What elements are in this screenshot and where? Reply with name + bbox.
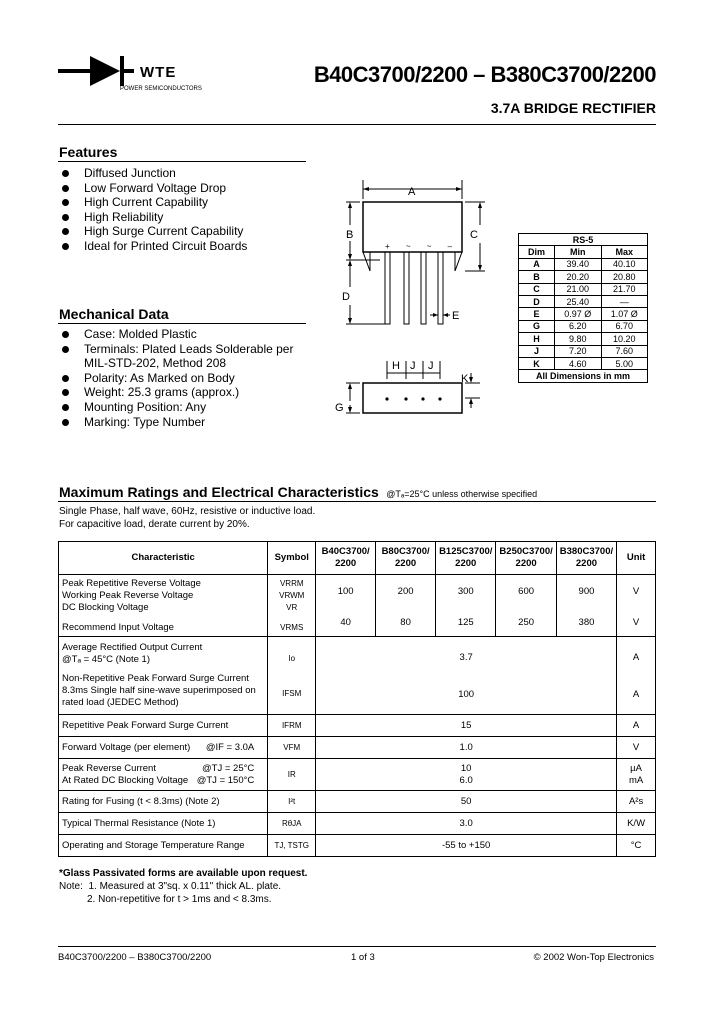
unit: V (632, 585, 640, 597)
glass-note: *Glass Passivated forms are available upon request. (59, 868, 308, 879)
table-row (519, 333, 648, 345)
unit: A (632, 651, 640, 663)
dim-cell: G (519, 320, 555, 332)
table-row (519, 308, 648, 320)
unit-cell: A (617, 715, 656, 737)
symbol-cell (268, 637, 316, 715)
symbol-line: Io (288, 653, 296, 663)
char-line: Peak Repetitive Reverse Voltage (62, 577, 201, 589)
company-logo (58, 52, 228, 98)
features-list (58, 166, 318, 254)
dim-cell: E (519, 308, 555, 320)
char-cell: Typical Thermal Resistance (Note 1) (59, 813, 268, 835)
symbol-cell: RθJA (268, 813, 316, 835)
value: 200 (397, 585, 414, 597)
dim-label-k: K (461, 373, 469, 385)
dim-cell: K (519, 357, 555, 369)
header-part-1 (316, 542, 376, 575)
logo-subtext: POWER SEMICONDUCTORS (120, 86, 202, 92)
ratings-note-1: Single Phase, half wave, 60Hz, resistive or inductive load. (59, 506, 316, 517)
unit: µA (630, 762, 642, 774)
value-cell: 15 (316, 715, 617, 737)
table-row (519, 345, 648, 357)
part-line: B380C3700/ (559, 546, 614, 557)
min-cell: 25.40 (555, 295, 602, 307)
unit: mA (628, 774, 644, 786)
footer-page-number: 1 of 3 (351, 952, 375, 963)
symbol-line: VRMS (280, 622, 304, 632)
max-cell: 21.70 (601, 283, 648, 295)
symbol-cell: VFM (268, 737, 316, 759)
char-line: @Tₐ = 45°C (Note 1) (62, 654, 150, 665)
list-item: Mounting Position: Any (58, 400, 328, 415)
part-line: B40C3700/ (321, 546, 370, 557)
ratings-table (58, 541, 656, 857)
cond-text: @IF = 3.0A (205, 741, 255, 753)
value-cell (316, 637, 617, 715)
char-cell: Repetitive Peak Forward Surge Current (59, 715, 268, 737)
unit-cell: °C (617, 835, 656, 857)
table-row (519, 283, 648, 295)
char-line: rated load (JEDEC Method) (62, 697, 179, 708)
char-line: Working Peak Reverse Voltage (62, 589, 194, 601)
dim-header: Min (555, 246, 602, 258)
dim-cell: A (519, 258, 555, 270)
symbol-line: VRWM (279, 590, 305, 600)
char-cell (59, 637, 268, 715)
char-line: 8.3ms Single half sine-wave superimposed on (62, 685, 256, 696)
value-cell (496, 575, 556, 637)
list-item: Case: Molded Plastic (58, 327, 328, 342)
list-item: High Reliability (58, 210, 318, 225)
cond-text: @TJ = 150°C (196, 774, 255, 786)
value-cell (436, 575, 496, 637)
dim-label-b: B (346, 229, 354, 241)
unit-cell: V (617, 737, 656, 759)
unit: V (632, 616, 640, 628)
symbol-cell: TJ, TSTG (268, 835, 316, 857)
max-cell: 7.60 (601, 345, 648, 357)
min-cell: 4.60 (555, 357, 602, 369)
features-title: Features (59, 144, 118, 160)
char-line (62, 763, 264, 775)
value: 40 (340, 616, 351, 628)
list-item: Weight: 25.3 grams (approx.) (58, 385, 328, 400)
lead-polarity-marks: + ~ ~ – (385, 242, 460, 251)
char-line: Recommend Input Voltage (62, 621, 174, 633)
ratings-condition: @Tₐ=25°C unless otherwise specified (386, 489, 538, 499)
dim-header: Max (601, 246, 648, 258)
list-item: Ideal for Printed Circuit Boards (58, 239, 318, 254)
min-cell: 9.80 (555, 333, 602, 345)
dim-cell: B (519, 271, 555, 283)
char-cell (59, 759, 268, 791)
footer-part-range: B40C3700/2200 – B380C3700/2200 (58, 952, 212, 963)
list-item: Diffused Junction (58, 166, 318, 181)
unit-cell (617, 759, 656, 791)
list-item: High Current Capability (58, 195, 318, 210)
cond-text: @TJ = 25°C (202, 762, 255, 774)
dim-label-e: E (452, 310, 460, 322)
list-item: Marking: Type Number (58, 415, 328, 430)
char-line: DC Blocking Voltage (62, 601, 149, 613)
table-row (59, 813, 656, 835)
unit: A (632, 688, 640, 700)
char-cell: Operating and Storage Temperature Range (59, 835, 268, 857)
footer-rule (58, 946, 656, 947)
char-text: At Rated DC Blocking Voltage (62, 774, 189, 786)
table-row (519, 295, 648, 307)
page-subtitle: 3.7A BRIDGE RECTIFIER (490, 100, 656, 116)
dim-label-j1: J (410, 360, 416, 372)
note-1: Note: 1. Measured at 3"sq. x 0.11" thick AL. plate. (59, 881, 282, 892)
value-cell: 3.0 (316, 813, 617, 835)
table-row (59, 759, 656, 791)
symbol-line: VR (286, 602, 298, 612)
char-text: Forward Voltage (per element) (62, 741, 191, 753)
header-symbol: Symbol (268, 542, 316, 575)
value: 300 (457, 585, 474, 597)
value-cell: -55 to +150 (316, 835, 617, 857)
value: 380 (578, 616, 595, 628)
value: 125 (457, 616, 474, 628)
ratings-heading (59, 484, 537, 502)
max-cell: 10.20 (601, 333, 648, 345)
min-cell: 6.20 (555, 320, 602, 332)
char-cell (59, 737, 268, 759)
note-2: 2. Non-repetitive for t > 1ms and < 8.3ms. (87, 894, 272, 905)
terminals-cont: MIL-STD-202, Method 208 (84, 356, 227, 371)
max-cell: 5.00 (601, 357, 648, 369)
header-characteristic: Characteristic (59, 542, 268, 575)
table-row (59, 715, 656, 737)
table-row (519, 271, 648, 283)
value: 3.7 (459, 651, 473, 663)
dim-label-g: G (335, 402, 344, 414)
dim-cell: H (519, 333, 555, 345)
symbol-cell: IR (268, 759, 316, 791)
header-rule (58, 124, 656, 125)
dim-cell: D (519, 295, 555, 307)
char-cell: Rating for Fusing (t < 8.3ms) (Note 2) (59, 791, 268, 813)
logo-text: WTE (140, 64, 177, 81)
value: 900 (578, 585, 595, 597)
mechanical-underline (58, 323, 306, 324)
symbol-cell: IFRM (268, 715, 316, 737)
table-row (59, 637, 656, 715)
min-cell: 39.40 (555, 258, 602, 270)
unit-cell (617, 575, 656, 637)
max-cell: — (601, 295, 648, 307)
list-item: Polarity: As Marked on Body (58, 371, 328, 386)
unit-cell: A²s (617, 791, 656, 813)
header-unit: Unit (617, 542, 656, 575)
value-cell: 1.0 (316, 737, 617, 759)
value-cell (376, 575, 436, 637)
value: 250 (518, 616, 535, 628)
min-cell: 21.00 (555, 283, 602, 295)
char-text: Peak Reverse Current (62, 762, 156, 774)
ratings-underline (58, 501, 656, 502)
part-line: B125C3700/ (439, 546, 493, 557)
part-line: 2200 (515, 558, 537, 569)
symbol-line: VRRM (279, 578, 304, 588)
part-line: B80C3700/ (381, 546, 430, 557)
header-part-3 (436, 542, 496, 575)
dim-label-j2: J (428, 360, 434, 372)
value-cell (316, 759, 617, 791)
terminals-text: Terminals: Plated Leads Solderable per (84, 341, 294, 356)
dim-cell: J (519, 345, 555, 357)
value: 100 (337, 585, 354, 597)
value-cell: 50 (316, 791, 617, 813)
part-line: 2200 (575, 558, 598, 569)
dim-label-a: A (408, 186, 416, 198)
char-line: Non-Repetitive Peak Forward Surge Current (62, 673, 249, 684)
unit-cell: K/W (617, 813, 656, 835)
symbol-line: IFSM (282, 688, 302, 698)
header-part-2 (376, 542, 436, 575)
table-row (519, 357, 648, 369)
unit-cell (617, 637, 656, 715)
list-item: Low Forward Voltage Drop (58, 181, 318, 196)
header-part-4 (496, 542, 556, 575)
dim-table-package: RS-5 (519, 234, 648, 246)
value: 600 (518, 585, 535, 597)
package-diagram (330, 175, 505, 435)
mechanical-list (58, 327, 328, 429)
dimension-table (518, 233, 648, 383)
symbol-cell: I²t (268, 791, 316, 813)
page-title: B40C3700/2200 – B380C3700/2200 (313, 62, 656, 87)
value-cell (316, 575, 376, 637)
dim-label-h: H (392, 360, 400, 372)
dim-table-footer: All Dimensions in mm (519, 370, 648, 382)
value: 80 (400, 616, 411, 628)
value: 10 (460, 762, 472, 774)
min-cell: 0.97 Ø (555, 308, 602, 320)
min-cell: 20.20 (555, 271, 602, 283)
features-underline (58, 161, 306, 162)
symbol-cell (268, 575, 316, 637)
char-line (62, 775, 264, 787)
header-part-5 (556, 542, 616, 575)
table-row (59, 575, 656, 637)
part-line: 2200 (395, 558, 417, 569)
table-row (59, 737, 656, 759)
list-item (58, 342, 328, 371)
max-cell: 40.10 (601, 258, 648, 270)
list-item: High Surge Current Capability (58, 224, 318, 239)
max-cell: 1.07 Ø (601, 308, 648, 320)
table-row (59, 791, 656, 813)
ratings-note-2: For capacitive load, derate current by 20%. (59, 519, 250, 530)
max-cell: 6.70 (601, 320, 648, 332)
table-row (519, 320, 648, 332)
ratings-title: Maximum Ratings and Electrical Characteristics (59, 484, 379, 500)
value: 100 (458, 688, 475, 700)
table-row (519, 258, 648, 270)
value-cell (556, 575, 616, 637)
dim-header: Dim (519, 246, 555, 258)
table-row (59, 835, 656, 857)
char-cell (59, 575, 268, 637)
value: 6.0 (459, 774, 473, 786)
part-line: B250C3700/ (499, 546, 553, 557)
footer-copyright: © 2002 Won-Top Electronics (533, 952, 654, 963)
dim-label-d: D (342, 291, 350, 303)
dim-cell: C (519, 283, 555, 295)
dim-label-c: C (470, 229, 478, 241)
min-cell: 7.20 (555, 345, 602, 357)
part-line: 2200 (335, 558, 357, 569)
max-cell: 20.80 (601, 271, 648, 283)
char-line: Average Rectified Output Current (62, 642, 203, 653)
mechanical-title: Mechanical Data (59, 306, 169, 322)
part-line: 2200 (455, 558, 477, 569)
